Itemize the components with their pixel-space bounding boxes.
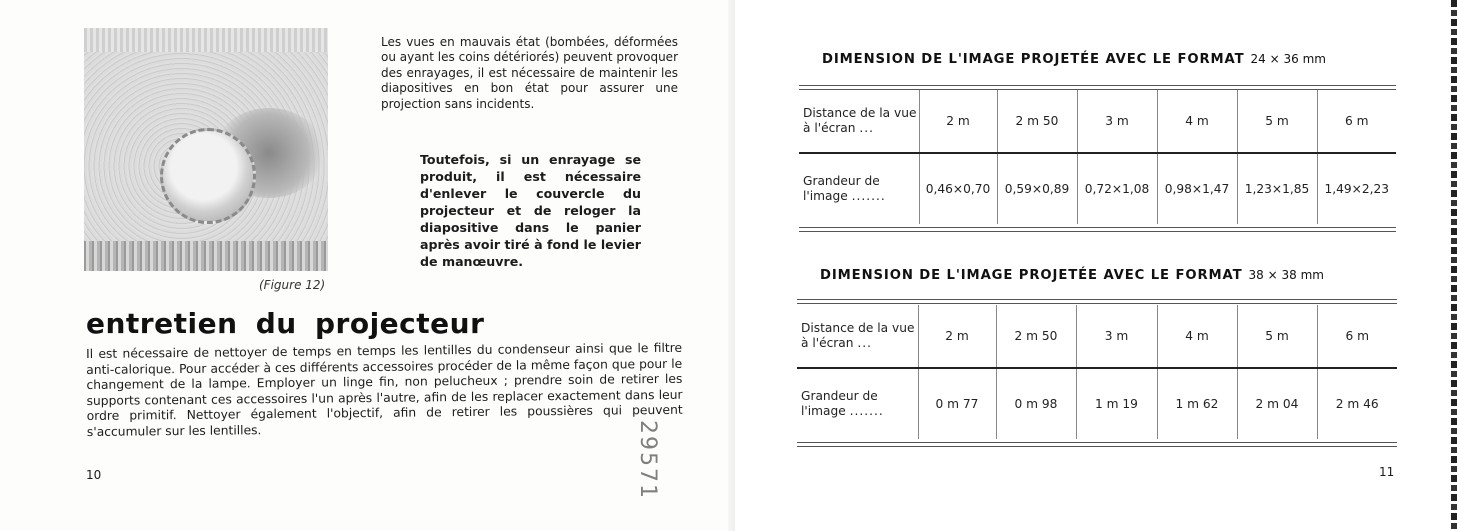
figure-caption: (Figure 12)	[259, 278, 326, 292]
table-cell: 4 m	[1157, 90, 1237, 153]
intro-paragraph: Les vues en mauvais état (bombées, déformées ou ayant les coins détériorés) peuvent provoquer des enrayages, il est nécessaire de maintenir les diapositives en bon état pour assurer une projection sans incidents.	[381, 35, 678, 111]
table1-title-text: DIMENSION DE L'IMAGE PROJETÉE AVEC LE FORMAT	[822, 52, 1245, 67]
leader-dots: ...	[857, 336, 872, 350]
table-cell: 2 m 46	[1317, 368, 1397, 439]
table2-distance-row	[797, 305, 1397, 368]
table-cell: 0,59×0,89	[997, 153, 1077, 224]
table2-top-rule	[797, 299, 1397, 300]
leader-dots: .......	[849, 404, 884, 418]
table1-format: 24 × 36 mm	[1250, 52, 1326, 66]
table-cell: 3 m	[1076, 305, 1157, 368]
table1-distance-label	[799, 90, 919, 153]
table1-size-row	[799, 153, 1396, 224]
table-cell: 0,72×1,08	[1077, 153, 1157, 224]
size-label-text: Grandeur de l'image	[801, 389, 878, 418]
table-cell: 1,49×2,23	[1317, 153, 1396, 224]
table-cell: 4 m	[1157, 305, 1237, 368]
table-cell: 0 m 98	[996, 368, 1076, 439]
table2-bottom-rule-2	[797, 446, 1397, 447]
table1-top-rule	[799, 85, 1396, 86]
page-number-left: 10	[86, 468, 102, 482]
table1-bottom-rule	[799, 227, 1396, 228]
table1	[799, 90, 1396, 224]
table-cell: 0,46×0,70	[919, 153, 997, 224]
table2-size-row	[797, 368, 1397, 439]
leader-dots: ...	[859, 121, 874, 135]
size-label-text: Grandeur de l'image	[803, 174, 880, 203]
table-cell: 0,98×1,47	[1157, 153, 1237, 224]
table2-top-rule-2	[797, 303, 1397, 304]
section-heading: entretien du projecteur	[86, 307, 485, 340]
knob-image	[160, 128, 256, 224]
scan-edge	[1451, 0, 1457, 531]
distance-label-text: Distance de la vue à l'écran	[803, 106, 917, 135]
photo-bottom-edge	[84, 241, 328, 271]
right-page	[735, 0, 1457, 531]
table-cell: 2 m 50	[996, 305, 1076, 368]
table-cell: 3 m	[1077, 90, 1157, 153]
body-paragraph: Il est nécessaire de nettoyer de temps en temps les lentilles du condenseur ainsi que le filtre anti-calorique. Pour accéder à ces différents accessoires procéder de la même façon que pour le changement de la lampe. Employer un linge fin, non pelucheux ; prendre soin de retirer les supports contenant ces accessoires l'un après l'autre, afin de les replacer exactement dans leur ordre primitif. Nettoyer également l'objectif, afin de retirer les poussières qui peuvent s'accumuler sur les lentilles.	[86, 340, 683, 439]
table2-format: 38 × 38 mm	[1248, 268, 1324, 282]
table-cell: 5 m	[1237, 90, 1317, 153]
table1-size-label	[799, 153, 919, 224]
table-cell: 6 m	[1317, 90, 1396, 153]
table2-bottom-rule	[797, 442, 1397, 443]
bold-paragraph: Toutefois, si un enrayage se produit, il est nécessaire d'enlever le couvercle du projecteur et de reloger la diapositive dans le panier après avoir tiré à fond le levier de manœuvre.	[420, 152, 641, 269]
table1-distance-row	[799, 90, 1396, 153]
table1-title	[822, 52, 1326, 67]
leader-dots: .......	[851, 189, 886, 203]
table-cell: 1,23×1,85	[1237, 153, 1317, 224]
table2-title-text: DIMENSION DE L'IMAGE PROJETÉE AVEC LE FORMAT	[820, 268, 1243, 283]
table1-bottom-rule-2	[799, 231, 1396, 232]
distance-label-text: Distance de la vue à l'écran	[801, 321, 915, 350]
table-cell: 6 m	[1317, 305, 1397, 368]
table-cell: 2 m	[918, 305, 996, 368]
table-cell: 2 m 50	[997, 90, 1077, 153]
table2-size-label	[797, 368, 918, 439]
table-cell: 2 m 04	[1237, 368, 1317, 439]
table2-title	[820, 268, 1324, 283]
table-cell: 0 m 77	[918, 368, 996, 439]
photo-top-edge	[84, 28, 328, 52]
table2	[797, 305, 1397, 439]
table-cell: 2 m	[919, 90, 997, 153]
table2-distance-label	[797, 305, 918, 368]
figure-12-photo	[84, 28, 328, 271]
table-cell: 1 m 62	[1157, 368, 1237, 439]
table-cell: 5 m	[1237, 305, 1317, 368]
inventory-stamp: 29571	[635, 420, 660, 500]
table-cell: 1 m 19	[1076, 368, 1157, 439]
page-number-right: 11	[1379, 465, 1395, 479]
